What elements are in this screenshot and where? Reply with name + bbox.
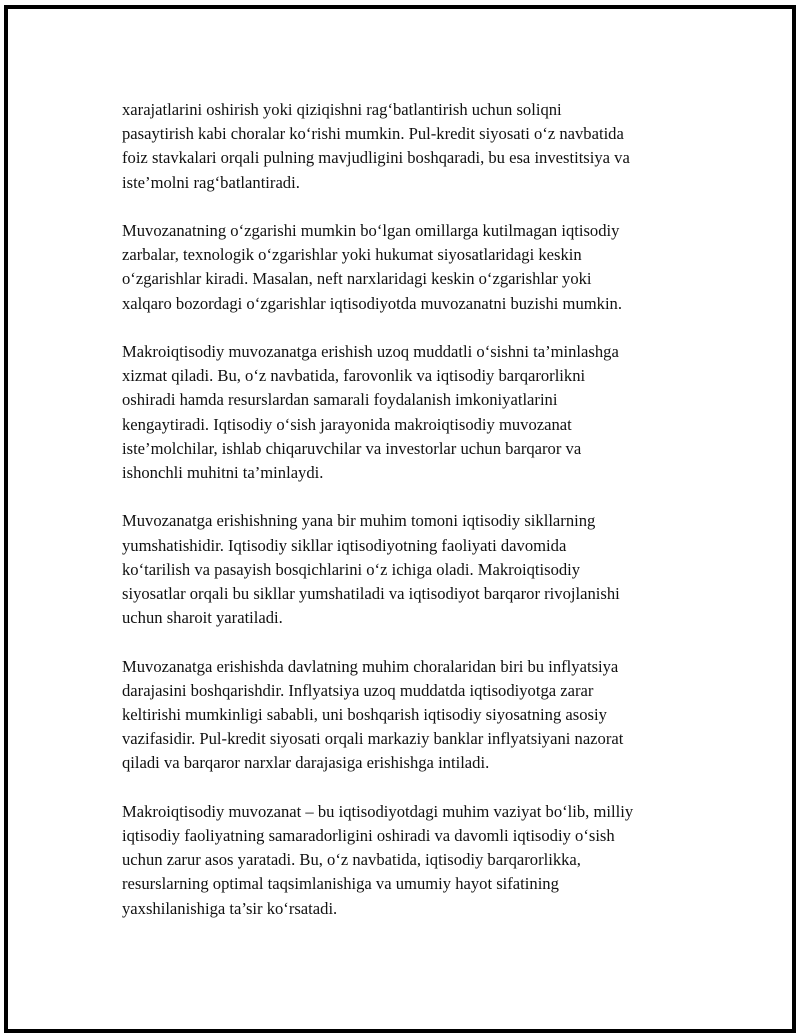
text-line: siyosatlar orqali bu sikllar yumshatiladi va iqtisodiyot barqaror rivojlanishi: [122, 584, 620, 604]
text-line: Muvozanatning o‘zgarishi mumkin bo‘lgan omillarga kutilmagan iqtisodiy: [122, 221, 620, 240]
text-line: pasaytirish kabi choralar ko‘rishi mumkin. Pul-kredit siyosati o‘z navbatida: [122, 124, 624, 144]
text-line: iste’molni rag‘batlantiradi.: [122, 172, 300, 192]
page-frame: [4, 5, 796, 1033]
text-line: xalqaro bozordagi o‘zgarishlar iqtisodiyotda muvozanatni buzishi mumkin.: [122, 293, 623, 313]
text-line: qiladi va barqaror narxlar darajasiga erishishga intiladi.: [122, 753, 490, 773]
text-line: ko‘tarilish va pasayish bosqichlarini o‘z ichiga oladi. Makroiqtisodiy: [122, 559, 581, 579]
text-line: foiz stavkalari orqali pulning mavjudligini boshqaradi, bu esa investitsiya va: [122, 148, 630, 168]
text-line: oshiradi hamda resurslardan samarali foydalanish imkoniyatlarini: [122, 390, 558, 410]
text-line: xizmat qiladi. Bu, o‘z navbatida, farovonlik va iqtisodiy barqarorlikni: [122, 366, 586, 386]
document-body: [122, 98, 702, 945]
paragraph-2: [122, 219, 702, 316]
text-line: xarajatlarini oshirish yoki qiziqishni rag‘batlantirish uchun soliqni: [122, 100, 562, 119]
text-line: darajasini boshqarishdir. Inflyatsiya uzoq muddatda iqtisodiyotga zarar: [122, 680, 594, 700]
text-line: Makroiqtisodiy muvozanat – bu iqtisodiyotdagi muhim vaziyat bo‘lib, milliy: [122, 801, 634, 821]
text-line: iqtisodiy faoliyatning samaradorligini oshiradi va davomli iqtisodiy o‘sish: [122, 826, 615, 846]
text-line: yaxshilanishiga ta’sir ko‘rsatadi.: [122, 898, 338, 918]
text-line: uchun zarur asos yaratadi. Bu, o‘z navbatida, iqtisodiy barqarorlikka,: [122, 850, 581, 870]
paragraph-6: [122, 800, 702, 921]
text-line: ishonchli muhitni ta’minlaydi.: [122, 463, 324, 483]
text-line: Muvozanatga erishishning yana bir muhim tomoni iqtisodiy sikllarning: [122, 511, 596, 531]
paragraph-1: [122, 98, 702, 195]
text-line: yumshatishidir. Iqtisodiy sikllar iqtisodiyotning faoliyati davomida: [122, 535, 567, 555]
text-line: vazifasidir. Pul-kredit siyosati orqali markaziy banklar inflyatsiyani nazorat: [122, 729, 624, 749]
text-line: resurslarning optimal taqsimlanishiga va umumiy hayot sifatining: [122, 874, 559, 894]
text-line: o‘zgarishlar kiradi. Masalan, neft narxlaridagi keskin o‘zgarishlar yoki: [122, 269, 592, 289]
text-line: uchun sharoit yaratiladi.: [122, 608, 283, 628]
paragraph-5: [122, 655, 702, 776]
paragraph-4: [122, 509, 702, 630]
text-line: Muvozanatga erishishda davlatning muhim choralaridan biri bu inflyatsiya: [122, 656, 619, 676]
text-line: Makroiqtisodiy muvozanatga erishish uzoq muddatli o‘sishni ta’minlashga: [122, 342, 619, 361]
text-line: iste’molchilar, ishlab chiqaruvchilar va investorlar uchun barqaror va: [122, 438, 582, 458]
text-line: kengaytiradi. Iqtisodiy o‘sish jarayonida makroiqtisodiy muvozanat: [122, 414, 572, 434]
paragraph-3: [122, 340, 702, 485]
text-line: keltirishi mumkinligi sababli, uni boshqarish iqtisodiy siyosatning asosiy: [122, 705, 607, 725]
text-line: zarbalar, texnologik o‘zgarishlar yoki hukumat siyosatlaridagi keskin: [122, 245, 582, 265]
